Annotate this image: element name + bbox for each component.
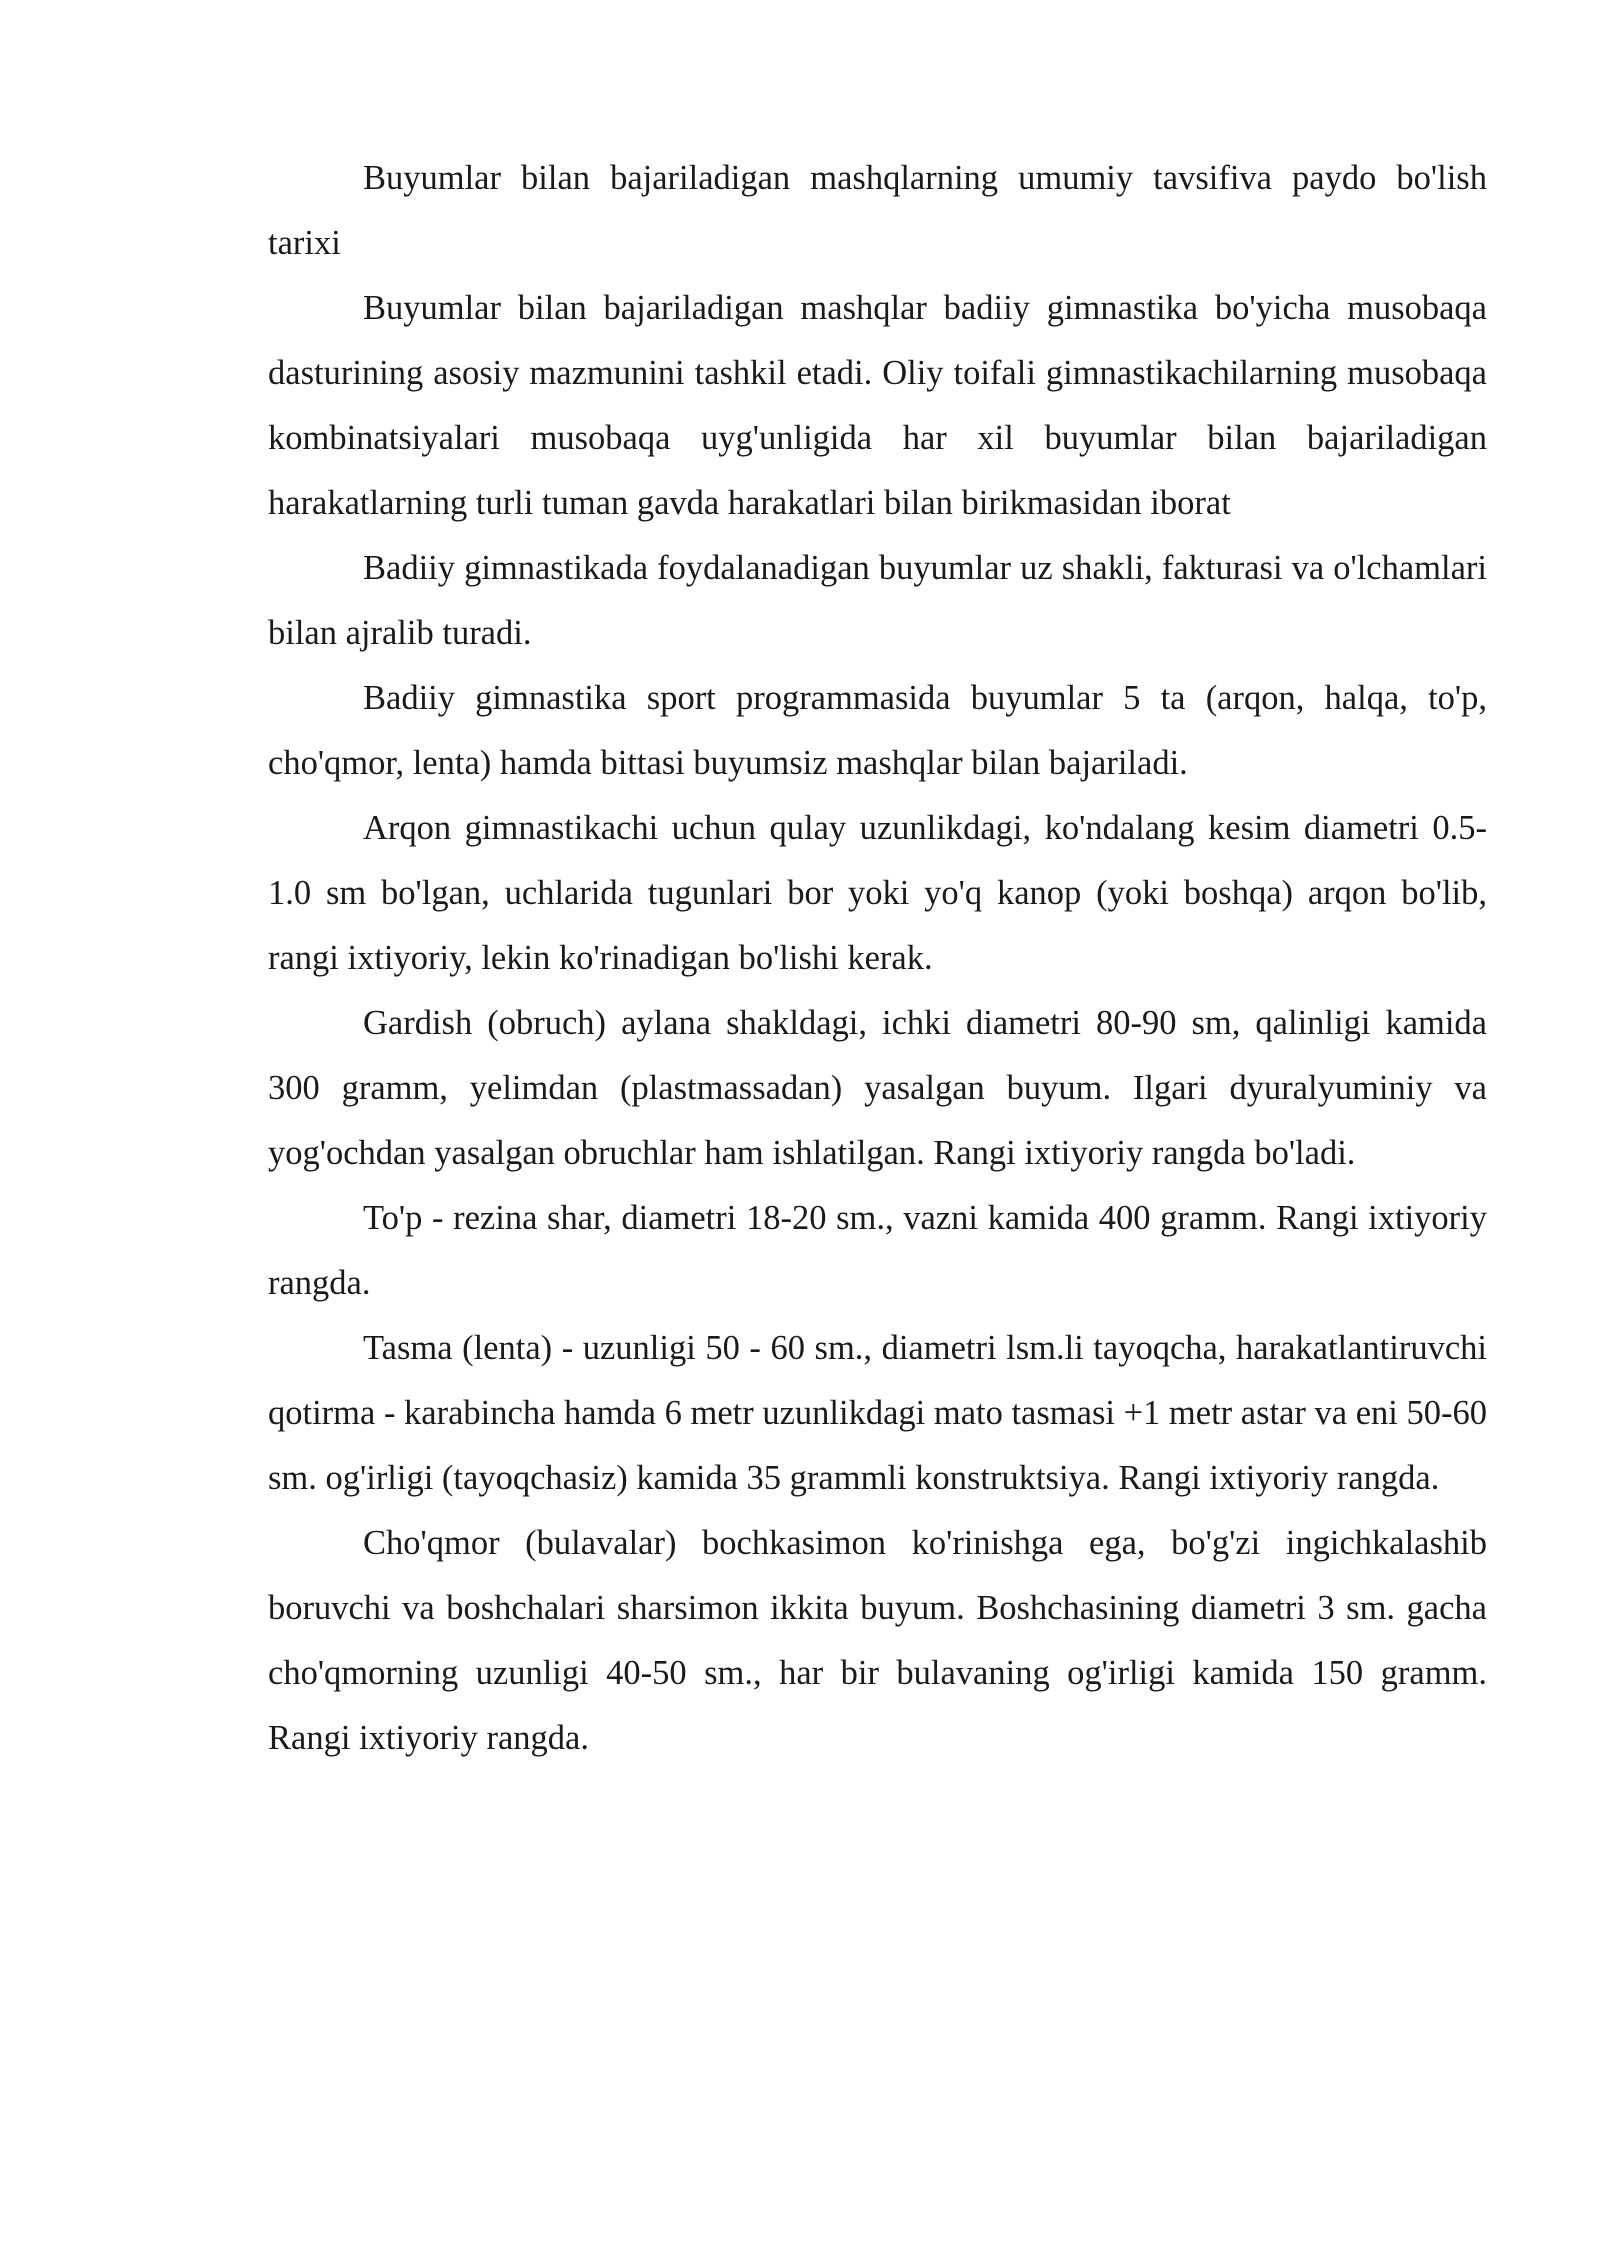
paragraph-rope: Arqon gimnastikachi uchun qulay uzunlikdagi, ko'ndalang kesim diametri 0.5-1.0 sm bo'lgan, uchlarida tugunlari bor yoki yo'q kanop (yoki boshqa) arqon bo'lib, rangi ixtiyoriy, lekin ko'rinadigan bo'lishi kerak. <box>268 809 1487 977</box>
paragraph-apparatus-shapes: Badiiy gimnastikada foydalanadigan buyumlar uz shakli, fakturasi va o'lchamlari bilan ajralib turadi. <box>268 549 1487 652</box>
paragraph-intro: Buyumlar bilan bajariladigan mashqlar badiiy gimnastika bo'yicha musobaqa dasturining asosiy mazmunini tashkil etadi. Oliy toifali gimnastikachilarning musobaqa kombinatsiyalari musobaqa uyg'unligida har xil buyumlar bilan bajariladigan harakatlarning turli tuman gavda harakatlari bilan birikmasidan iborat <box>268 289 1487 522</box>
document-body <box>268 146 1487 1771</box>
paragraph-program-apparatus: Badiiy gimnastika sport programmasida buyumlar 5 ta (arqon, halqa, to'p, cho'qmor, lenta) hamda bittasi buyumsiz mashqlar bilan bajariladi. <box>268 679 1487 782</box>
paragraph-hoop: Gardish (obruch) aylana shakldagi, ichki diametri 80-90 sm, qalinligi kamida 300 gramm, yelimdan (plastmassadan) yasalgan buyum. Ilgari dyuralyuminiy va yog'ochdan yasalgan obruchlar ham ishlatilgan. Rangi ixtiyoriy rangda bo'ladi. <box>268 1004 1487 1172</box>
paragraph-ball: To'p - rezina shar, diametri 18-20 sm., vazni kamida 400 gramm. Rangi ixtiyoriy rangda. <box>268 1199 1487 1302</box>
paragraph-clubs: Cho'qmor (bulavalar) bochkasimon ko'rinishga ega, bo'g'zi ingichkalashib boruvchi va boshchalari sharsimon ikkita buyum. Boshchasining diametri 3 sm. gacha cho'qmorning uzunligi 40-50 sm., har bir bulavaning og'irligi kamida 150 gramm. Rangi ixtiyoriy rangda. <box>268 1524 1487 1757</box>
paragraph-ribbon: Tasma (lenta) - uzunligi 50 - 60 sm., diametri lsm.li tayoqcha, harakatlantiruvchi qotirma - karabincha hamda 6 metr uzunlikdagi mato tasmasi +1 metr astar va eni 50-60 sm. og'irligi (tayoqchasiz) kamida 35 grammli konstruktsiya. Rangi ixtiyoriy rangda. <box>268 1329 1487 1497</box>
heading-paragraph: Buyumlar bilan bajariladigan mashqlarning umumiy tavsifiva paydo bo'lish tarixi <box>268 159 1487 262</box>
